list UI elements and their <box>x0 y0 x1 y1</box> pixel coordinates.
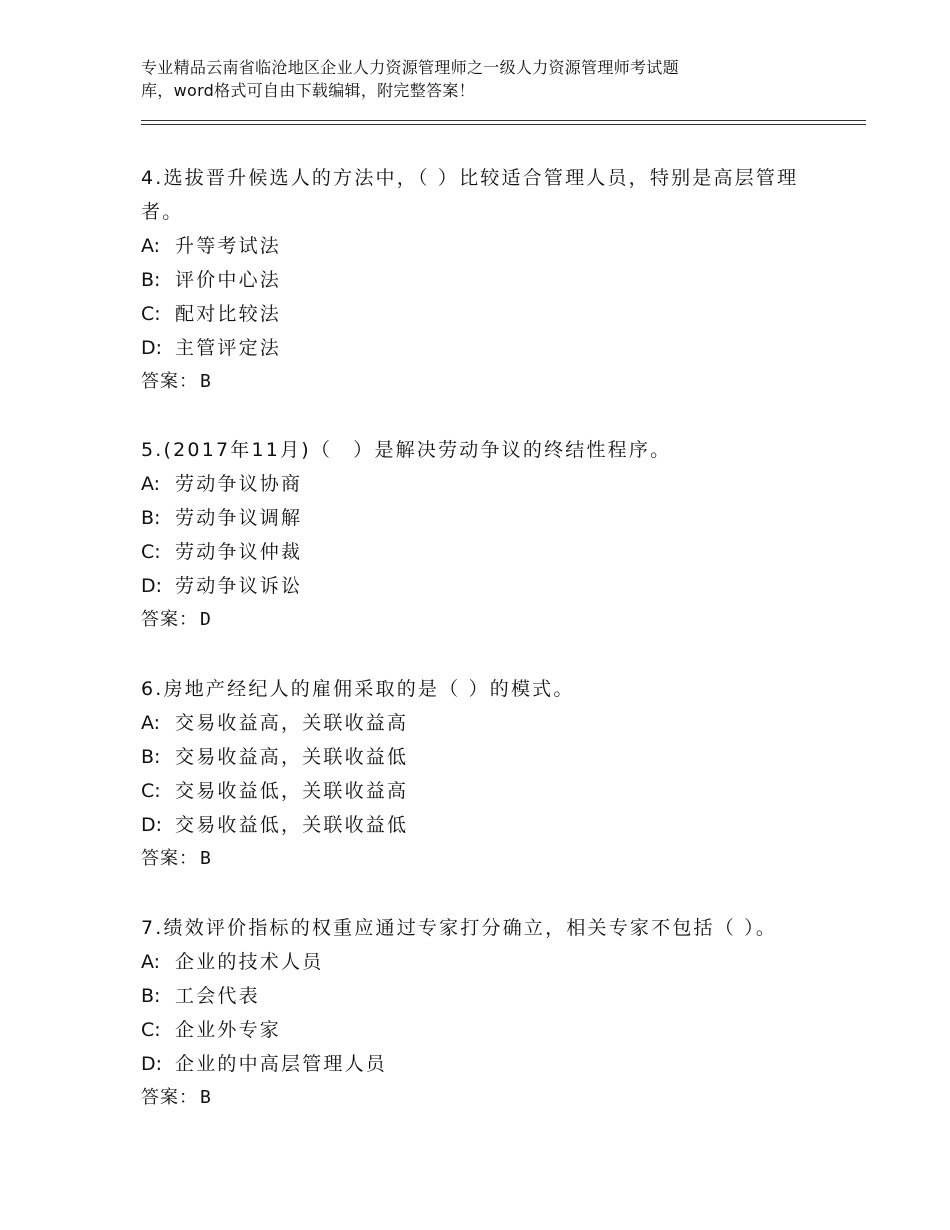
option-d <box>141 808 831 842</box>
document-header <box>141 56 801 102</box>
option-letter: A: <box>141 235 161 257</box>
answer-label: 答案： <box>141 371 198 392</box>
option-letter: B: <box>141 985 161 1007</box>
answer-line <box>141 842 831 876</box>
question-stem: 5.(2017年11月)（ ）是解决劳动争议的终结性程序。 <box>141 439 672 461</box>
question-6 <box>141 672 831 876</box>
option-d <box>141 569 831 603</box>
option-c <box>141 774 831 808</box>
question-7 <box>141 911 831 1115</box>
option-letter: C: <box>141 303 161 325</box>
question-stem: 7.绩效评价指标的权重应通过专家打分确立，相关专家不包括（ ）。 <box>141 917 778 939</box>
option-text: 配对比较法 <box>175 303 282 325</box>
option-a <box>141 706 831 740</box>
header-line-2: 库，word格式可自由下载编辑，附完整答案！ <box>141 81 475 100</box>
option-text: 劳动争议调解 <box>175 507 303 529</box>
option-b <box>141 501 831 535</box>
option-letter: D: <box>141 1053 163 1075</box>
option-d <box>141 1047 831 1081</box>
option-letter: C: <box>141 541 161 563</box>
option-letter: A: <box>141 951 161 973</box>
option-text: 企业的中高层管理人员 <box>175 1053 388 1075</box>
option-letter: B: <box>141 746 161 768</box>
option-letter: D: <box>141 575 163 597</box>
option-letter: C: <box>141 780 161 802</box>
option-text: 主管评定法 <box>175 337 282 359</box>
answer-value: D <box>200 609 211 630</box>
question-stem: 6.房地产经纪人的雇佣采取的是（ ）的模式。 <box>141 678 575 700</box>
option-a <box>141 229 831 263</box>
question-stem: 4.选拔晋升候选人的方法中，（ ）比较适合管理人员，特别是高层管理者。 <box>141 167 799 223</box>
option-letter: A: <box>141 712 161 734</box>
answer-value: B <box>200 371 211 392</box>
option-letter: D: <box>141 814 163 836</box>
option-a <box>141 945 831 979</box>
option-c <box>141 297 831 331</box>
option-text: 评价中心法 <box>175 269 282 291</box>
option-text: 交易收益低，关联收益低 <box>175 814 409 836</box>
option-b <box>141 979 831 1013</box>
option-c <box>141 535 831 569</box>
option-text: 企业外专家 <box>175 1019 282 1041</box>
option-a <box>141 467 831 501</box>
option-text: 劳动争议仲裁 <box>175 541 303 563</box>
header-divider <box>141 120 866 125</box>
option-text: 交易收益低，关联收益高 <box>175 780 409 802</box>
option-text: 工会代表 <box>175 985 260 1007</box>
option-text: 升等考试法 <box>175 235 282 257</box>
answer-value: B <box>200 848 211 869</box>
option-letter: D: <box>141 337 163 359</box>
header-line-1: 专业精品云南省临沧地区企业人力资源管理师之一级人力资源管理师考试题 <box>141 58 679 77</box>
answer-label: 答案： <box>141 1087 198 1108</box>
answer-label: 答案： <box>141 848 198 869</box>
option-text: 劳动争议诉讼 <box>175 575 303 597</box>
option-b <box>141 263 831 297</box>
option-letter: B: <box>141 507 161 529</box>
option-b <box>141 740 831 774</box>
answer-value: B <box>200 1087 211 1108</box>
option-text: 交易收益高，关联收益低 <box>175 746 409 768</box>
option-letter: C: <box>141 1019 161 1041</box>
question-4 <box>141 161 831 399</box>
option-text: 企业的技术人员 <box>175 951 324 973</box>
question-5 <box>141 433 831 637</box>
option-d <box>141 331 831 365</box>
answer-line <box>141 1081 831 1115</box>
option-text: 劳动争议协商 <box>175 473 303 495</box>
answer-line <box>141 365 831 399</box>
answer-line <box>141 603 831 637</box>
option-letter: A: <box>141 473 161 495</box>
answer-label: 答案： <box>141 609 198 630</box>
option-letter: B: <box>141 269 161 291</box>
option-text: 交易收益高，关联收益高 <box>175 712 409 734</box>
option-c <box>141 1013 831 1047</box>
